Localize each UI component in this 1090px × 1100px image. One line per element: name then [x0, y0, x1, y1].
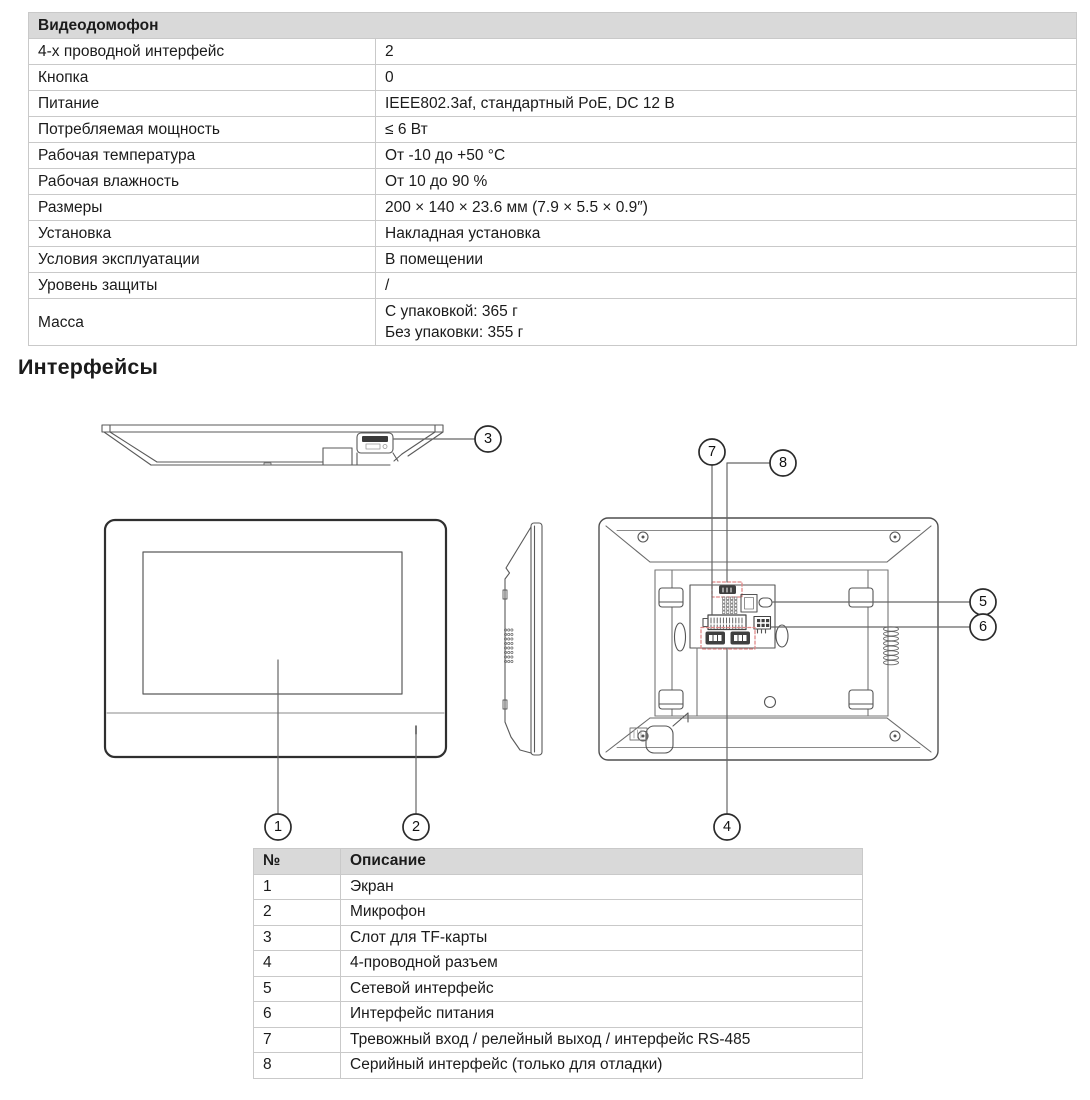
spec-value: От -10 до +50 °C	[376, 143, 1077, 169]
spec-label: Кнопка	[29, 65, 376, 91]
tf-card-slot	[357, 433, 398, 465]
spec-row	[29, 273, 1077, 299]
legend-row	[254, 874, 863, 900]
spec-row	[29, 39, 1077, 65]
legend-desc: Серийный интерфейс (только для отладки)	[341, 1053, 863, 1079]
spring-coil	[884, 627, 899, 665]
spec-value: IEEE802.3af, стандартный PoE, DC 12 В	[376, 91, 1077, 117]
spec-value: От 10 до 90 %	[376, 169, 1077, 195]
legend-row	[254, 1053, 863, 1079]
screw-icon	[638, 532, 900, 741]
spec-label: Масса	[29, 299, 376, 346]
callout-7	[699, 439, 725, 465]
legend-num: 7	[254, 1027, 341, 1053]
svg-text:2: 2	[411, 819, 421, 835]
legend-desc: Экран	[341, 874, 863, 900]
legend-header-row	[254, 849, 863, 875]
spec-table-header-row	[29, 13, 1077, 39]
spec-table-title: Видеодомофон	[29, 13, 1077, 39]
callout-8	[770, 450, 796, 476]
spec-row	[29, 117, 1077, 143]
legend-desc: Микрофон	[341, 900, 863, 926]
spec-value: 200 × 140 × 23.6 мм (7.9 × 5.5 × 0.9″)	[376, 195, 1077, 221]
spec-row	[29, 195, 1077, 221]
legend-num: 4	[254, 951, 341, 977]
interfaces-diagram	[0, 398, 1090, 848]
svg-text:8: 8	[778, 455, 788, 471]
legend-row	[254, 951, 863, 977]
spec-value: Накладная установка	[376, 221, 1077, 247]
power-connector	[754, 617, 771, 630]
spec-table	[28, 12, 1077, 346]
spec-row	[29, 299, 1077, 346]
section-title-interfaces: Интерфейсы	[18, 355, 159, 379]
svg-text:6: 6	[978, 619, 988, 635]
vent-grid	[723, 597, 737, 614]
legend-num: 6	[254, 1002, 341, 1028]
legend-table	[253, 848, 863, 1079]
legend-num: 3	[254, 925, 341, 951]
legend-row	[254, 925, 863, 951]
front-view-drawing	[105, 520, 446, 757]
legend-desc: Тревожный вход / релейный выход / интерфейс RS-485	[341, 1027, 863, 1053]
svg-text:7: 7	[707, 444, 717, 460]
spec-label: Потребляемая мощность	[29, 117, 376, 143]
spec-row	[29, 247, 1077, 273]
legend-num: 8	[254, 1053, 341, 1079]
callout-2	[403, 814, 429, 840]
spec-row	[29, 169, 1077, 195]
spec-label: Рабочая влажность	[29, 169, 376, 195]
callout-4	[714, 814, 740, 840]
spec-label: Размеры	[29, 195, 376, 221]
legend-num: 2	[254, 900, 341, 926]
spec-value: В помещении	[376, 247, 1077, 273]
side-view-drawing	[503, 523, 542, 755]
spec-label: Питание	[29, 91, 376, 117]
rear-view-drawing	[599, 518, 938, 760]
spec-value: 2	[376, 39, 1077, 65]
legend-desc: 4-проводной разъем	[341, 951, 863, 977]
callout-1	[265, 814, 291, 840]
callout-markers	[265, 426, 996, 840]
mount-hole	[765, 697, 776, 708]
legend-desc: Слот для TF-карты	[341, 925, 863, 951]
connector-board	[690, 582, 775, 716]
spec-value	[376, 299, 1077, 346]
svg-text:3: 3	[483, 431, 493, 447]
callout-3	[475, 426, 501, 452]
spec-row	[29, 91, 1077, 117]
screen-outline	[143, 552, 402, 694]
spec-label: Условия эксплуатации	[29, 247, 376, 273]
mass-without-package: Без упаковки: 355 г	[385, 324, 524, 341]
spec-row	[29, 65, 1077, 91]
mass-with-package: С упаковкой: 365 г	[385, 303, 518, 320]
spec-label: Рабочая температура	[29, 143, 376, 169]
legend-row	[254, 1027, 863, 1053]
svg-text:5: 5	[978, 594, 988, 610]
speaker-grille	[504, 629, 513, 663]
legend-num: 1	[254, 874, 341, 900]
callout-5	[970, 589, 996, 615]
top-view-drawing	[102, 425, 443, 465]
svg-text:1: 1	[273, 819, 283, 835]
spec-label: Уровень защиты	[29, 273, 376, 299]
spec-label: Установка	[29, 221, 376, 247]
legend-row	[254, 1002, 863, 1028]
legend-row	[254, 900, 863, 926]
spec-row	[29, 143, 1077, 169]
spec-label: 4-х проводной интерфейс	[29, 39, 376, 65]
spec-row	[29, 221, 1077, 247]
legend-desc: Сетевой интерфейс	[341, 976, 863, 1002]
legend-row	[254, 976, 863, 1002]
network-led-slot	[759, 598, 772, 607]
legend-header-desc: Описание	[341, 849, 863, 875]
spec-value: ≤ 6 Вт	[376, 117, 1077, 143]
svg-text:4: 4	[722, 819, 732, 835]
legend-desc: Интерфейс питания	[341, 1002, 863, 1028]
legend-num: 5	[254, 976, 341, 1002]
spec-value: /	[376, 273, 1077, 299]
spec-value: 0	[376, 65, 1077, 91]
legend-header-num: №	[254, 849, 341, 875]
callout-6	[970, 614, 996, 640]
